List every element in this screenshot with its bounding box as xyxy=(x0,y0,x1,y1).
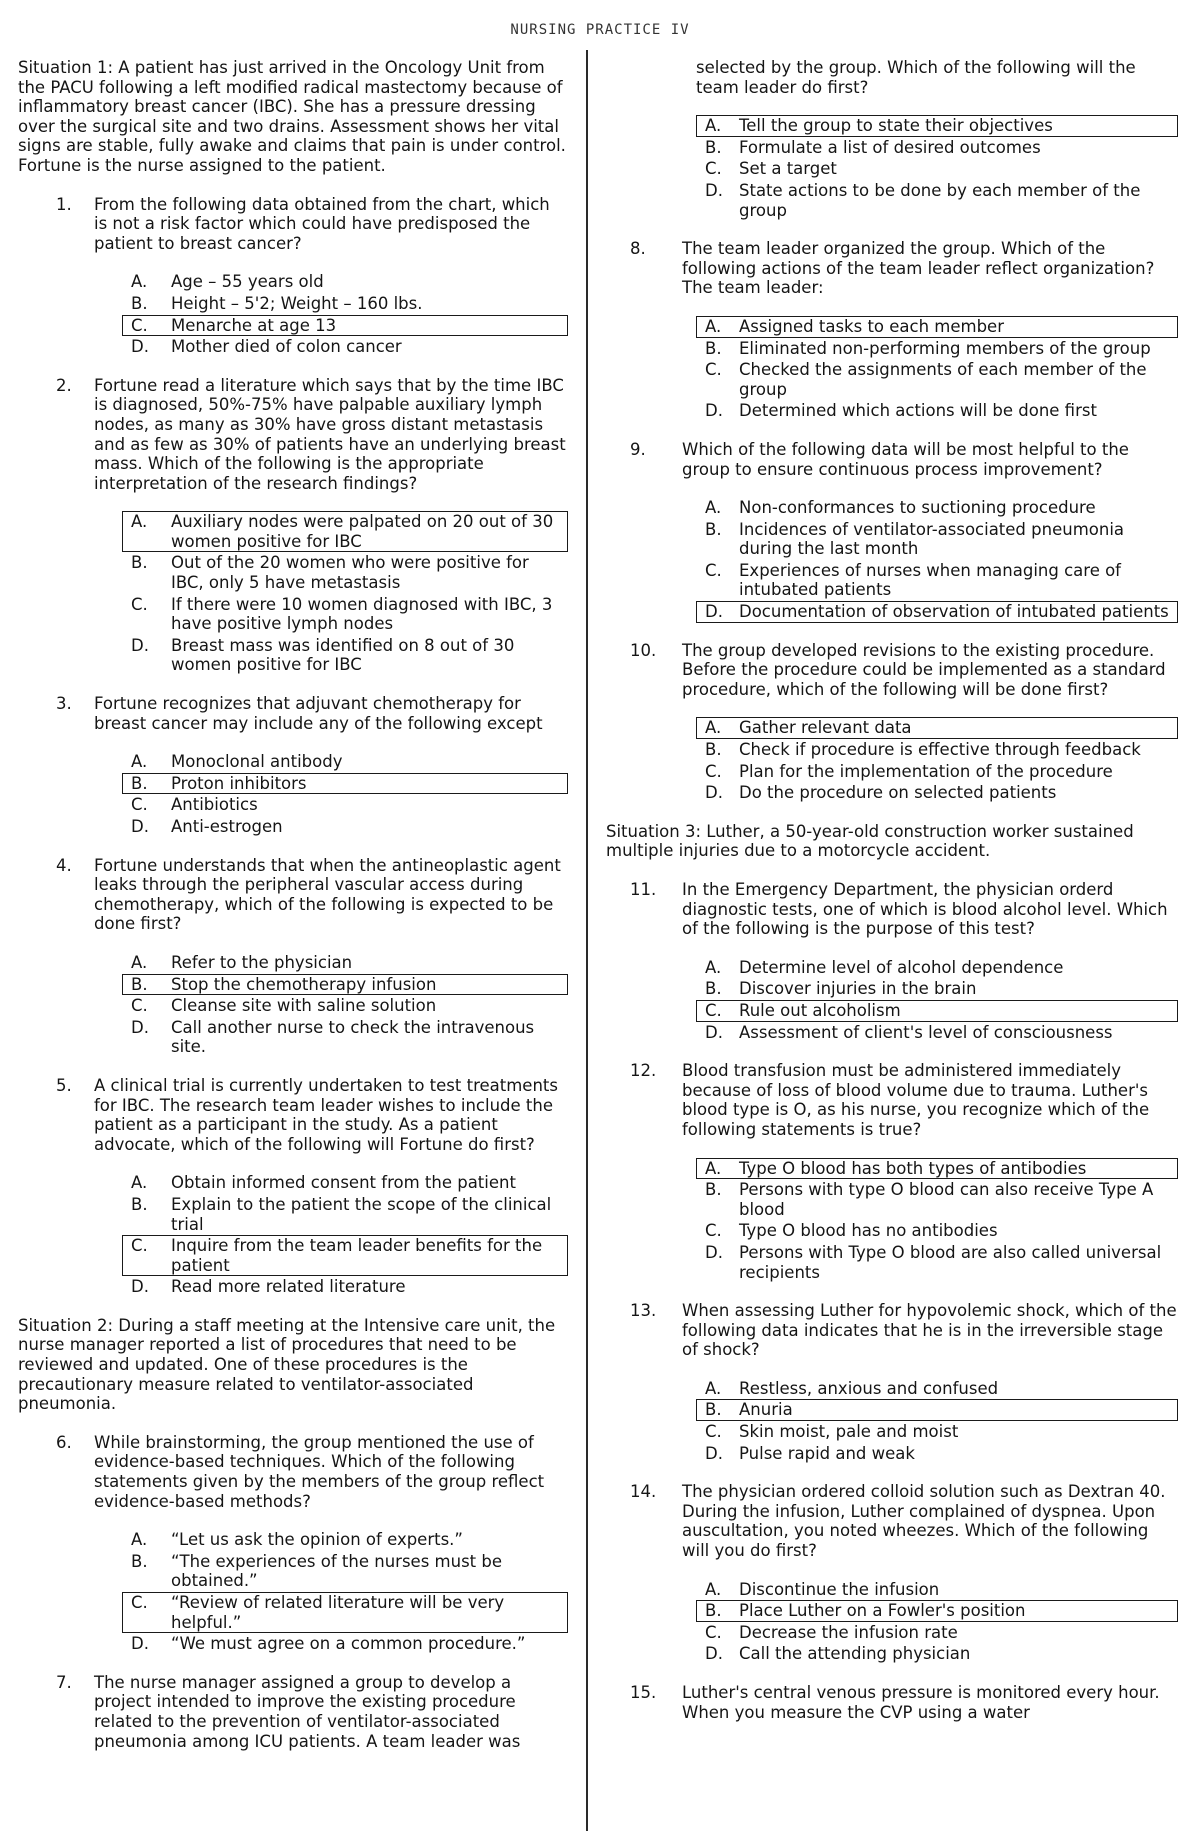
option-letter: B. xyxy=(705,1180,722,1200)
option-letter: D. xyxy=(131,1277,149,1297)
option-letter: B. xyxy=(705,740,722,760)
option-letter: A. xyxy=(705,957,722,977)
answer-option xyxy=(696,1643,1178,1665)
option-letter: C. xyxy=(705,1221,722,1241)
question-text: While brainstorming, the group mentioned the use of evidence-based techniques. Which of the following statements given by the members of the group reflect evidence-based methods? xyxy=(94,1432,545,1511)
answer-option xyxy=(122,1276,568,1298)
option-text: Breast mass was identified on 8 out of 30 women positive for IBC xyxy=(171,635,515,675)
question-number: 3. xyxy=(56,694,72,714)
question-text: Blood transfusion must be administered immediately because of loss of blood volume due to trauma. Luther's blood type is O, as his nurse, you recognize which of the following statements is true? xyxy=(682,1061,1150,1139)
option-text: Formulate a list of desired outcomes xyxy=(739,137,1041,157)
page-header: NURSING PRACTICE IV xyxy=(510,22,690,38)
answer-option xyxy=(122,594,568,635)
answer-option xyxy=(122,293,568,315)
question-text: Fortune understands that when the antineoplastic agent leaks through the peripheral vascular access during chemotherapy, which of the following is expected to be done first? xyxy=(94,855,561,934)
option-text: Mother died of colon cancer xyxy=(171,337,402,357)
answer-option xyxy=(122,1551,568,1592)
option-letter: C. xyxy=(705,1622,722,1642)
option-text: Tell the group to state their objectives xyxy=(739,116,1053,136)
option-text: Incidences of ventilator-associated pneumonia during the last month xyxy=(739,519,1125,559)
option-letter: A. xyxy=(705,1158,722,1178)
selected-answer-option xyxy=(696,115,1178,137)
option-text: Persons with type O blood can also receive Type A blood xyxy=(739,1180,1154,1219)
option-letter: C. xyxy=(131,996,148,1016)
option-list xyxy=(18,1172,568,1298)
answer-option xyxy=(696,1443,1178,1465)
question xyxy=(18,1076,568,1154)
option-letter: C. xyxy=(705,1000,722,1020)
option-letter: A. xyxy=(705,718,722,738)
option-letter: B. xyxy=(705,1400,722,1420)
option-letter: C. xyxy=(131,1236,148,1256)
answer-option xyxy=(122,1017,568,1058)
option-text: “We must agree on a common procedure.” xyxy=(171,1634,526,1654)
question xyxy=(606,239,1178,298)
answer-option xyxy=(122,952,568,974)
answer-option xyxy=(696,739,1178,761)
option-text: Obtain informed consent from the patient xyxy=(171,1173,516,1193)
option-text: Discontinue the infusion xyxy=(739,1579,940,1599)
question xyxy=(18,1673,568,1751)
option-text: Set a target xyxy=(739,159,837,179)
option-text: Inquire from the team leader benefits for the patient xyxy=(171,1236,543,1275)
option-list xyxy=(606,497,1178,623)
selected-answer-option xyxy=(122,1592,568,1633)
option-letter: A. xyxy=(131,272,148,292)
option-text: Cleanse site with saline solution xyxy=(171,996,437,1016)
question-text: The group developed revisions to the existing procedure. Before the procedure could be implemented as a standard procedure, which of the following will be done first? xyxy=(682,640,1166,699)
question-text: The nurse manager assigned a group to develop a project intended to improve the existing procedure related to the prevention of ventilator-associated pneumonia among ICU patients. A team leader was xyxy=(94,1672,521,1751)
question-text: In the Emergency Department, the physician orderd diagnostic tests, one of which is blood alcohol level. Which of the following is the purpose of this test? xyxy=(682,880,1168,939)
question-number: 15. xyxy=(630,1683,657,1702)
option-text: Anti-estrogen xyxy=(171,817,283,836)
option-text: Eliminated non-performing members of the group xyxy=(739,338,1151,358)
question xyxy=(606,1683,1178,1722)
option-text: Out of the 20 women who were positive for IBC, only 5 have metastasis xyxy=(171,553,529,593)
question-number: 7. xyxy=(56,1672,72,1692)
option-text: Height – 5'2; Weight – 160 lbs. xyxy=(171,293,423,313)
selected-answer-option xyxy=(696,316,1178,338)
option-letter: A. xyxy=(131,1173,148,1193)
answer-option xyxy=(696,560,1178,601)
option-text: Discover injuries in the brain xyxy=(739,979,977,999)
option-text: Place Luther on a Fowler's position xyxy=(739,1601,1026,1621)
question-text: Luther's central venous pressure is monitored every hour. When you measure the CVP using a water xyxy=(682,1683,1160,1722)
option-letter: A. xyxy=(705,1579,722,1599)
question-number: 1. xyxy=(56,194,72,214)
answer-option xyxy=(122,1633,568,1655)
answer-option xyxy=(122,995,568,1017)
option-letter: A. xyxy=(131,752,148,772)
option-letter: C. xyxy=(705,159,722,179)
question-text: Fortune recognizes that adjuvant chemotherapy for breast cancer may include any of the following except xyxy=(94,694,543,733)
option-text: Menarche at age 13 xyxy=(171,315,337,335)
option-text: Gather relevant data xyxy=(739,718,912,738)
option-letter: D. xyxy=(705,180,723,200)
question-text: A clinical trial is currently undertaken to test treatments for IBC. The research team leader wishes to include the patient as a participant in the study. As a patient advocate, which of the following will Fortune do first? xyxy=(94,1075,558,1154)
question xyxy=(606,1301,1178,1360)
answer-option xyxy=(122,794,568,816)
answer-option xyxy=(696,1378,1178,1400)
option-letter: B. xyxy=(705,338,722,358)
option-text: Checked the assignments of each member of the group xyxy=(739,360,1147,399)
question xyxy=(606,440,1178,479)
option-letter: D. xyxy=(705,783,723,803)
option-text: Call another nurse to check the intravenous site. xyxy=(171,1017,535,1057)
question-number: 4. xyxy=(56,855,72,875)
option-text: Documentation of observation of intubated patients xyxy=(739,602,1169,622)
option-list xyxy=(18,751,568,837)
answer-option xyxy=(696,180,1178,221)
answer-option xyxy=(696,400,1178,422)
option-text: Refer to the physician xyxy=(171,952,353,972)
answer-option xyxy=(122,336,568,358)
option-letter: D. xyxy=(705,602,723,622)
selected-answer-option xyxy=(122,315,568,337)
option-letter: B. xyxy=(131,974,148,994)
question-number: 10. xyxy=(630,640,657,660)
column-divider xyxy=(586,50,588,1831)
option-list xyxy=(606,1158,1178,1284)
option-letter: C. xyxy=(705,360,722,380)
situation-paragraph: Situation 3: Luther, a 50-year-old construction worker sustained multiple injuries due to a motorcycle accident. xyxy=(606,821,1134,861)
option-text: Do the procedure on selected patients xyxy=(739,783,1057,803)
left-column xyxy=(18,58,568,1769)
option-letter: A. xyxy=(705,316,722,336)
option-text: Assessment of client's level of consciousness xyxy=(739,1022,1113,1042)
option-text: Auxiliary nodes were palpated on 20 out of 30 women positive for IBC xyxy=(171,512,554,551)
situation-paragraph: Situation 1: A patient has just arrived in the Oncology Unit from the PACU following a left modified radical mastectomy because of inflammatory breast cancer (IBC). She has a pressure dressing over the surgical site and two drains. Assessment shows her vital signs are stable, fully awake and claims that pain is under control. Fortune is the nurse assigned to the patient. xyxy=(18,58,566,175)
option-text: Read more related literature xyxy=(171,1277,406,1297)
selected-answer-option xyxy=(696,1158,1178,1180)
option-letter: B. xyxy=(131,1194,148,1214)
answer-option xyxy=(696,761,1178,783)
option-letter: D. xyxy=(131,1634,149,1654)
question xyxy=(18,1433,568,1511)
question xyxy=(18,195,568,254)
option-letter: C. xyxy=(705,560,722,580)
selected-answer-option xyxy=(696,1000,1178,1022)
question xyxy=(606,641,1178,700)
option-list xyxy=(606,115,1178,221)
selected-answer-option xyxy=(122,1235,568,1276)
answer-option xyxy=(122,751,568,773)
question-number: 14. xyxy=(630,1482,657,1502)
question-text: The team leader organized the group. Which of the following actions of the team leader reflect organization? The team leader: xyxy=(682,239,1155,298)
option-letter: D. xyxy=(131,337,149,357)
option-text: Assigned tasks to each member xyxy=(739,316,1004,336)
question-number: 2. xyxy=(56,375,72,395)
option-letter: B. xyxy=(131,293,148,313)
answer-option xyxy=(696,1622,1178,1644)
option-letter: A. xyxy=(131,952,148,972)
answer-option xyxy=(696,359,1178,400)
selected-answer-option xyxy=(696,1600,1178,1622)
option-letter: C. xyxy=(705,761,722,781)
option-list xyxy=(18,952,568,1058)
selected-answer-option xyxy=(122,511,568,552)
option-text: Rule out alcoholism xyxy=(739,1000,901,1020)
answer-option xyxy=(696,519,1178,560)
option-text: Antibiotics xyxy=(171,795,258,815)
option-text: Skin moist, pale and moist xyxy=(739,1422,959,1442)
selected-answer-option xyxy=(696,601,1178,623)
question-text: The physician ordered colloid solution such as Dextran 40. During the infusion, Luther complained of dyspnea. Upon auscultation, you noted wheezes. Which of the following will you do first? xyxy=(682,1482,1166,1561)
question xyxy=(606,1482,1178,1560)
answer-option xyxy=(696,957,1178,979)
option-text: Persons with Type O blood are also called universal recipients xyxy=(739,1242,1162,1282)
option-text: Pulse rapid and weak xyxy=(739,1443,915,1463)
option-letter: D. xyxy=(705,1022,723,1042)
option-text: Experiences of nurses when managing care of intubated patients xyxy=(739,560,1121,600)
option-text: Non-conformances to suctioning procedure xyxy=(739,498,1096,518)
option-text: State actions to be done by each member of the group xyxy=(739,180,1141,220)
option-text: Call the attending physician xyxy=(739,1644,971,1664)
option-text: Plan for the implementation of the procedure xyxy=(739,761,1113,781)
answer-option xyxy=(696,1242,1178,1283)
selected-answer-option xyxy=(696,717,1178,739)
selected-answer-option xyxy=(696,1399,1178,1421)
question-number: 6. xyxy=(56,1432,72,1452)
question-text: From the following data obtained from the chart, which is not a risk factor which could have predisposed the patient to breast cancer? xyxy=(94,194,550,253)
question xyxy=(606,880,1178,939)
answer-option xyxy=(122,1194,568,1235)
option-letter: D. xyxy=(131,817,149,836)
option-text: Determine level of alcohol dependence xyxy=(739,957,1064,977)
option-letter: C. xyxy=(131,315,148,335)
option-letter: B. xyxy=(705,519,722,539)
answer-option xyxy=(122,1529,568,1551)
option-text: Check if procedure is effective through feedback xyxy=(739,740,1141,760)
right-column xyxy=(606,58,1178,1740)
question-number: 11. xyxy=(630,880,657,899)
option-text: “Review of related literature will be very helpful.” xyxy=(171,1593,505,1632)
selected-answer-option xyxy=(122,773,568,795)
option-letter: C. xyxy=(131,594,148,614)
answer-option xyxy=(696,497,1178,519)
option-text: If there were 10 women diagnosed with IBC, 3 have positive lymph nodes xyxy=(171,594,553,634)
option-text: Monoclonal antibody xyxy=(171,752,343,772)
option-letter: A. xyxy=(131,512,148,532)
option-text: Type O blood has both types of antibodies xyxy=(739,1158,1087,1178)
option-letter: D. xyxy=(705,1443,723,1463)
answer-option xyxy=(696,978,1178,1000)
option-text: “Let us ask the opinion of experts.” xyxy=(171,1530,463,1550)
question-text: Fortune read a literature which says that by the time IBC is diagnosed, 50%-75% have palpable auxiliary lymph nodes, as many as 30% have gross distant metastasis and as few as 30% of patients have an underlying breast mass. Which of the following is the appropriate interpretation of the research findings? xyxy=(94,375,566,493)
option-letter: B. xyxy=(705,1601,722,1621)
answer-option xyxy=(696,137,1178,159)
option-letter: D. xyxy=(705,401,723,421)
option-text: Decrease the infusion rate xyxy=(739,1622,958,1642)
option-list xyxy=(606,717,1178,803)
option-text: Stop the chemotherapy infusion xyxy=(171,974,437,994)
question-text: Which of the following data will be most helpful to the group to ensure continuous process improvement? xyxy=(682,439,1129,479)
option-list xyxy=(606,957,1178,1043)
option-text: Proton inhibitors xyxy=(171,773,307,793)
answer-option xyxy=(696,1421,1178,1443)
answer-option xyxy=(696,338,1178,360)
answer-option xyxy=(696,158,1178,180)
answer-option xyxy=(696,782,1178,804)
question-number: 12. xyxy=(630,1061,657,1081)
option-letter: B. xyxy=(705,979,722,999)
option-letter: A. xyxy=(705,1378,722,1398)
option-letter: D. xyxy=(131,1017,149,1037)
option-text: Type O blood has no antibodies xyxy=(739,1221,998,1241)
option-letter: D. xyxy=(131,635,149,655)
option-list xyxy=(18,511,568,676)
option-letter: B. xyxy=(131,553,148,573)
answer-option xyxy=(122,816,568,838)
option-text: Restless, anxious and confused xyxy=(739,1378,999,1398)
option-letter: B. xyxy=(131,1551,148,1571)
option-letter: C. xyxy=(705,1422,722,1442)
question xyxy=(18,376,568,494)
option-letter: B. xyxy=(705,137,722,157)
option-list xyxy=(606,316,1178,422)
option-text: Anuria xyxy=(739,1400,793,1420)
option-text: Determined which actions will be done first xyxy=(739,401,1097,421)
question-number: 8. xyxy=(630,239,646,259)
question-number: 13. xyxy=(630,1301,657,1321)
option-letter: C. xyxy=(131,795,148,815)
question xyxy=(18,694,568,733)
option-letter: D. xyxy=(705,1644,723,1664)
option-list xyxy=(606,1378,1178,1464)
question-number: 9. xyxy=(630,439,646,459)
answer-option xyxy=(122,271,568,293)
question-text: When assessing Luther for hypovolemic shock, which of the following data indicates that he is in the irreversible stage of shock? xyxy=(682,1301,1177,1360)
continued-question-text: selected by the group. Which of the following will the team leader do first? xyxy=(696,58,1136,97)
question xyxy=(606,1061,1178,1139)
answer-option xyxy=(696,1022,1178,1044)
option-list xyxy=(606,1579,1178,1665)
question xyxy=(18,856,568,934)
option-list xyxy=(18,271,568,357)
option-text: Explain to the patient the scope of the clinical trial xyxy=(171,1194,552,1234)
option-letter: C. xyxy=(131,1593,148,1612)
answer-option xyxy=(122,552,568,593)
option-letter: B. xyxy=(131,773,148,793)
answer-option xyxy=(122,1172,568,1194)
answer-option xyxy=(696,1179,1178,1220)
option-letter: A. xyxy=(705,116,722,136)
answer-option xyxy=(696,1220,1178,1242)
option-letter: A. xyxy=(705,498,722,518)
option-letter: D. xyxy=(705,1242,723,1262)
answer-option xyxy=(696,1579,1178,1601)
answer-option xyxy=(122,635,568,676)
option-text: “The experiences of the nurses must be obtained.” xyxy=(171,1551,502,1591)
question-number: 5. xyxy=(56,1075,72,1095)
situation-paragraph: Situation 2: During a staff meeting at the Intensive care unit, the nurse manager reported a list of procedures that need to be reviewed and updated. One of these procedures is the precautionary measure related to ventilator-associated pneumonia. xyxy=(18,1315,556,1414)
option-text: Age – 55 years old xyxy=(171,272,324,292)
option-letter: A. xyxy=(131,1530,148,1550)
option-list xyxy=(18,1529,568,1655)
selected-answer-option xyxy=(122,974,568,996)
